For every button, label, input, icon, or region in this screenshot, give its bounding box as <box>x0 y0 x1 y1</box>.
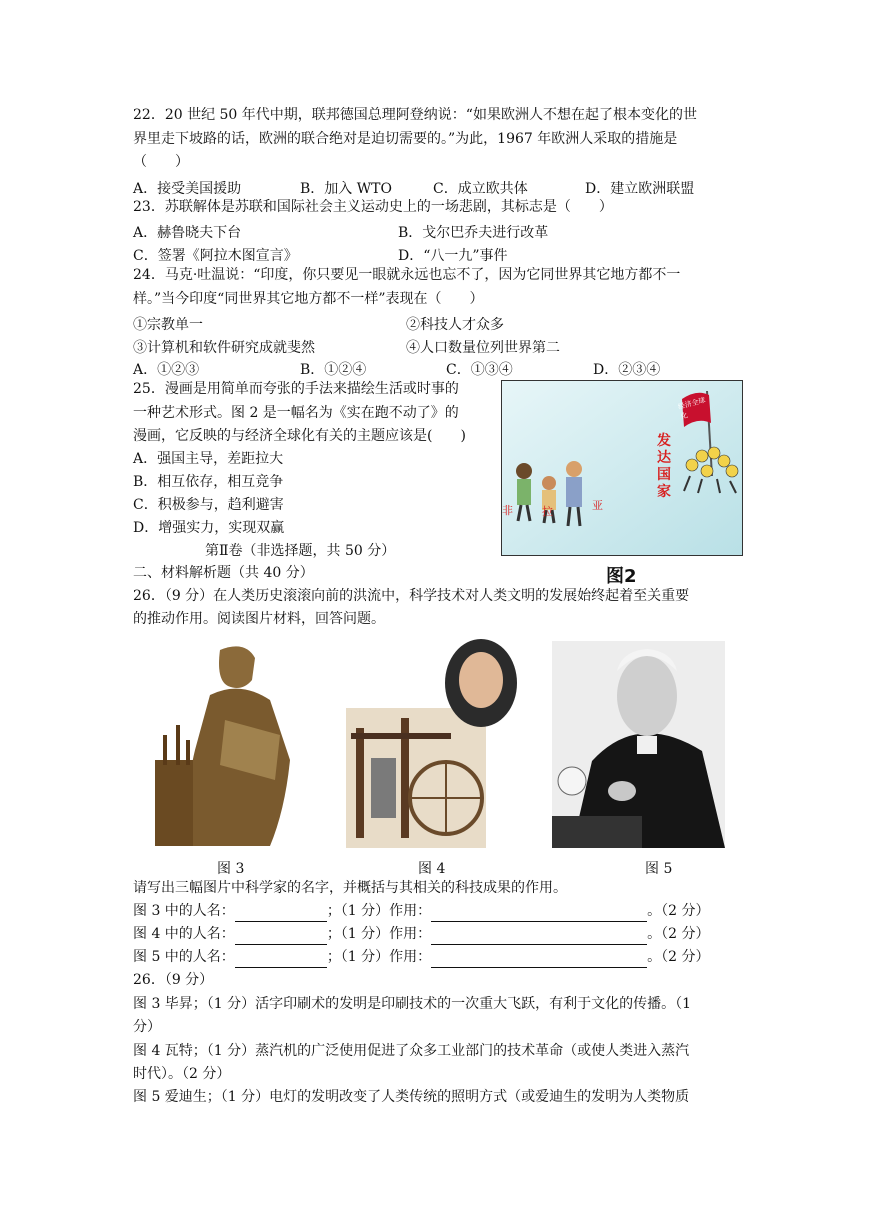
section2-heading: 二、材料解析题（共 40 分） <box>133 565 314 581</box>
q22-option-b: B．加入 WTO <box>300 181 392 197</box>
q23-option-d: D．“八一九”事件 <box>398 248 508 264</box>
edison-photo <box>552 641 725 848</box>
q24-item-4: ④人口数量位列世界第二 <box>406 340 560 356</box>
effect-blank-4[interactable] <box>431 928 647 945</box>
figure-3-bi-sheng <box>150 640 302 848</box>
q26-prompt: 请写出三幅图片中科学家的名字，并概括与其相关的科技成果的作用。 <box>133 880 567 896</box>
q23-stem: 23．苏联解体是苏联和国际社会主义运动史上的一场悲剧，其标志是（ ） <box>133 199 613 215</box>
q26-row-2: 图 4 中的人名： ；（1 分）作用： 。（2 分） <box>133 923 710 945</box>
q22-option-d: D．建立欧洲联盟 <box>585 181 695 197</box>
q25-option-d: D．增强实力，实现双赢 <box>133 520 285 536</box>
name-blank-5[interactable] <box>235 951 327 968</box>
cartoon-latin-america-label: 拉 <box>542 505 553 518</box>
name-blank-4[interactable] <box>235 928 327 945</box>
answer-2-line2: 时代）。（2 分） <box>133 1066 231 1082</box>
q26-row-1: 图 3 中的人名： ；（1 分）作用： 。（2 分） <box>133 900 710 922</box>
effect-blank-5[interactable] <box>431 951 647 968</box>
q25-line1: 25．漫画是用简单而夸张的手法来描绘生活或时事的 <box>133 381 459 397</box>
q26-line2: 的推动作用。阅读图片材料，回答问题。 <box>133 611 385 627</box>
cartoon-developed-label: 发 达 国 家 <box>657 433 671 500</box>
figure-2-cartoon <box>501 380 743 556</box>
q24-option-b: B．①②④ <box>300 362 367 378</box>
steam-engine-image <box>346 638 518 848</box>
q22-line2: 界里走下坡路的话，欧洲的联合绝对是迫切需要的。”为此，1967 年欧洲人采取的措施是 <box>133 131 678 147</box>
answer-3-line1: 图 5 爱迪生；（1 分）电灯的发明改变了人类传统的照明方式（或爱迪生的发明为人类物质 <box>133 1089 690 1105</box>
q22-paren: （ ） <box>133 154 189 170</box>
cartoon-flag-label: 经济全球化 <box>677 396 707 421</box>
q25-option-c: C．积极参与，趋利避害 <box>133 497 284 513</box>
part2-title: 第Ⅱ卷（非选择题，共 50 分） <box>205 543 396 559</box>
figure-2-caption: 图2 <box>606 566 637 587</box>
q23-option-c: C．签署《阿拉木图宣言》 <box>133 248 298 264</box>
q22-option-a: A．接受美国援助 <box>133 181 242 197</box>
q24-item-3: ③计算机和软件研究成就斐然 <box>133 340 315 356</box>
answer-2-line1: 图 4 瓦特；（1 分）蒸汽机的广泛使用促进了众多工业部门的技术革命（或使人类进入蒸汽 <box>133 1043 690 1059</box>
q24-option-d: D．②③④ <box>593 362 661 378</box>
q24-line1: 24．马克·吐温说：“印度，你只要见一眼就永远也忘不了，因为它同世界其它地方都不一 <box>133 267 681 283</box>
q25-option-b: B．相互依存，相互竞争 <box>133 474 284 490</box>
q26-line1: 26．（9 分）在人类历史滚滚向前的洪流中，科学技术对人类文明的发展始终起着至关重要 <box>133 588 690 604</box>
name-blank-3[interactable] <box>235 905 327 922</box>
figure-3-caption: 图 3 <box>217 861 245 877</box>
q23-option-a: A．赫鲁晓夫下台 <box>133 225 242 241</box>
q24-item-2: ②科技人才众多 <box>406 317 504 333</box>
cartoon-africa-label: 非 <box>502 504 513 517</box>
q22-line1: 22．20 世纪 50 年代中期，联邦德国总理阿登纳说：“如果欧洲人不想在起了根本变化的世 <box>133 107 697 123</box>
q25-option-a: A．强国主导，差距拉大 <box>133 451 284 467</box>
q25-line2: 一种艺术形式。图 2 是一幅名为《实在跑不动了》的 <box>133 405 459 421</box>
answer-title: 26．（9 分） <box>133 972 214 988</box>
q24-option-c: C．①③④ <box>446 362 513 378</box>
q25-line3: 漫画，它反映的与经济全球化有关的主题应该是( ) <box>133 428 466 444</box>
cartoon-asia-label: 亚 <box>592 499 603 512</box>
q22-option-c: C．成立欧共体 <box>433 181 528 197</box>
q24-line2: 样。”当今印度“同世界其它地方都不一样”表现在（ ） <box>133 291 484 307</box>
figure-5-caption: 图 5 <box>645 861 673 877</box>
answer-1-line2: 分） <box>133 1019 161 1035</box>
figure-4-watt <box>346 638 518 848</box>
q23-option-b: B．戈尔巴乔夫进行改革 <box>398 225 549 241</box>
figure-5-edison <box>552 641 725 848</box>
statue-image <box>150 640 302 848</box>
answer-1-line1: 图 3 毕昇；（1 分）活字印刷术的发明是印刷技术的一次重大飞跃，有利于文化的传播。（1 <box>133 996 692 1012</box>
q24-option-a: A．①②③ <box>133 362 200 378</box>
figure-4-caption: 图 4 <box>418 861 446 877</box>
q26-row-3: 图 5 中的人名： ；（1 分）作用： 。（2 分） <box>133 946 710 968</box>
effect-blank-3[interactable] <box>431 905 647 922</box>
q24-item-1: ①宗教单一 <box>133 317 203 333</box>
